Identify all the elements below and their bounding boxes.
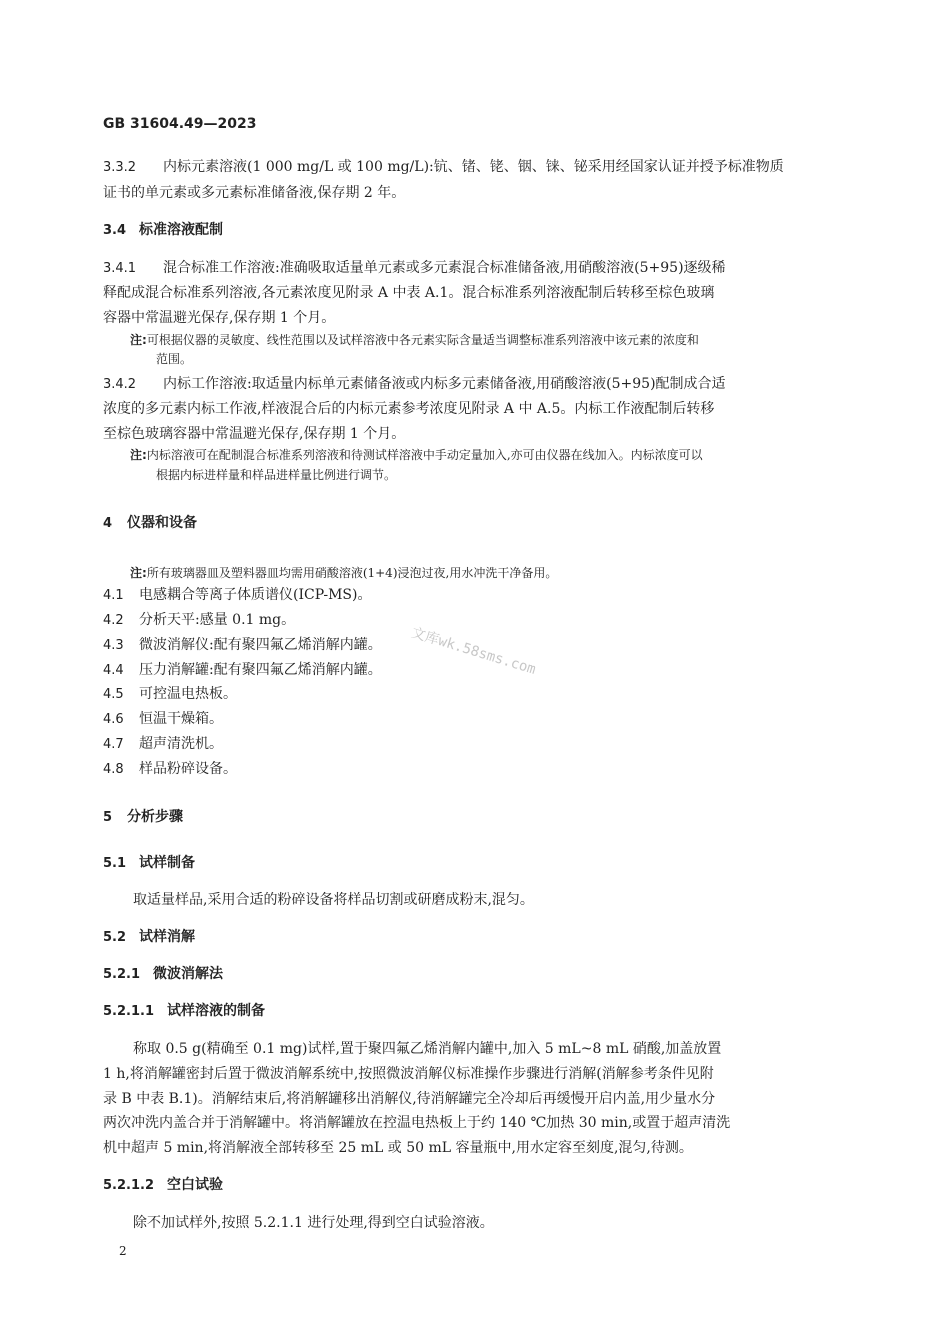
paragraph-5-2-1-1-line5: 机中超声 5 min,将消解液全部转移至 25 mL 或 50 mL 容量瓶中,用水定容至刻度,混匀,待测。 [103, 1140, 693, 1156]
section-5-2-1-2-heading [103, 1174, 223, 1197]
section-title: 试样制备 [139, 855, 195, 871]
section-number: 5.2.1.2 [103, 1178, 154, 1193]
list-item-4-4 [103, 659, 382, 682]
section-number: 5.2 [103, 930, 127, 945]
clause-number: 3.3.2 [103, 160, 137, 175]
section-title: 空白试验 [167, 1177, 223, 1193]
section-5-2-1-heading [103, 963, 223, 986]
item-text: 恒温干燥箱。 [139, 711, 223, 727]
item-text: 压力消解罐:配有聚四氟乙烯消解内罐。 [139, 662, 382, 678]
note-3-4-2-line2: 根据内标进样量和样品进样量比例进行调节。 [156, 468, 397, 482]
item-text: 电感耦合等离子体质谱仪(ICP-MS)。 [139, 587, 372, 603]
item-number: 4.3 [103, 638, 124, 653]
clause-3-4-2-line1 [103, 373, 726, 396]
page-number: 2 [119, 1244, 127, 1258]
clause-3-4-1-line2: 释配成混合标准系列溶液,各元素浓度见附录 A 中表 A.1。混合标准系列溶液配制后转移至棕色玻璃 [103, 285, 715, 301]
watermark: 文库wk.58sms.com [409, 624, 538, 678]
clause-3-3-2-line1 [103, 156, 784, 179]
item-number: 4.4 [103, 663, 124, 678]
section-4-heading [103, 512, 197, 535]
list-item-4-3 [103, 634, 382, 657]
section-5-1-heading [103, 852, 195, 875]
clause-text: 内标工作溶液:取适量内标单元素储备液或内标多元素储备液,用硝酸溶液(5+95)配制成合适 [163, 376, 726, 392]
clause-3-4-2-line3: 至棕色玻璃容器中常温避光保存,保存期 1 个月。 [103, 426, 406, 442]
note-label: 注: [130, 566, 147, 580]
item-text: 微波消解仪:配有聚四氟乙烯消解内罐。 [139, 637, 382, 653]
clause-3-4-1-line1 [103, 257, 726, 280]
note-text: 可根据仪器的灵敏度、线性范围以及试样溶液中各元素实际含量适当调整标准系列溶液中该元素的浓度和 [146, 333, 699, 347]
document-code: GB 31604.49—2023 [103, 116, 257, 132]
list-item-4-5 [103, 683, 237, 706]
clause-3-4-2-line2: 浓度的多元素内标工作液,样液混合后的内标元素参考浓度见附录 A 中 A.5。内标工作液配制后转移 [103, 401, 715, 417]
section-title: 试样消解 [139, 929, 195, 945]
note-text: 内标溶液可在配制混合标准系列溶液和待测试样溶液中手动定量加入,亦可由仪器在线加入。内标浓度可以 [146, 448, 703, 462]
section-title: 分析步骤 [127, 809, 183, 825]
clause-3-4-1-line3: 容器中常温避光保存,保存期 1 个月。 [103, 310, 336, 326]
note-label: 注: [130, 333, 147, 347]
paragraph-5-1: 取适量样品,采用合适的粉碎设备将样品切割或研磨成粉末,混匀。 [133, 892, 534, 908]
section-3-4-heading [103, 219, 223, 242]
item-number: 4.5 [103, 687, 124, 702]
note-text: 所有玻璃器皿及塑料器皿均需用硝酸溶液(1+4)浸泡过夜,用水冲洗干净备用。 [146, 566, 558, 580]
section-number: 4 [103, 516, 113, 531]
clause-number: 3.4.1 [103, 261, 137, 276]
item-text: 样品粉碎设备。 [139, 761, 237, 777]
section-number: 3.4 [103, 223, 127, 238]
item-text: 可控温电热板。 [139, 686, 237, 702]
note-label: 注: [130, 448, 147, 462]
clause-number: 3.4.2 [103, 377, 137, 392]
paragraph-5-2-1-2: 除不加试样外,按照 5.2.1.1 进行处理,得到空白试验溶液。 [133, 1215, 494, 1231]
list-item-4-7 [103, 733, 223, 756]
note-3-4-1-line1 [130, 330, 699, 350]
item-number: 4.2 [103, 613, 124, 628]
list-item-4-6 [103, 708, 223, 731]
section-number: 5.2.1.1 [103, 1004, 154, 1019]
paragraph-5-2-1-1-line4: 两次冲洗内盖合并于消解罐中。将消解罐放在控温电热板上于约 140 ℃加热 30 min,或置于超声清洗 [103, 1115, 731, 1131]
item-text: 超声清洗机。 [139, 736, 223, 752]
list-item-4-1 [103, 584, 371, 607]
clause-3-3-2-line2: 证书的单元素或多元素标准储备液,保存期 2 年。 [103, 185, 406, 201]
section-title: 试样溶液的制备 [167, 1003, 265, 1019]
clause-text: 混合标准工作溶液:准确吸取适量单元素或多元素混合标准储备液,用硝酸溶液(5+95)逐级稀 [163, 260, 726, 276]
section-number: 5.1 [103, 856, 127, 871]
item-number: 4.6 [103, 712, 124, 727]
item-text: 分析天平:感量 0.1 mg。 [139, 612, 296, 628]
section-number: 5 [103, 810, 113, 825]
item-number: 4.7 [103, 737, 124, 752]
clause-text: 内标元素溶液(1 000 mg/L 或 100 mg/L):钪、锗、铑、铟、铼、铋采用经国家认证并授予标准物质 [163, 159, 784, 175]
list-item-4-2 [103, 609, 295, 632]
paragraph-5-2-1-1-line3: 录 B 中表 B.1)。消解结束后,将消解罐移出消解仪,待消解罐完全冷却后再缓慢开启内盖,用少量水分 [103, 1091, 716, 1107]
section-title: 仪器和设备 [127, 515, 197, 531]
section-title: 微波消解法 [153, 966, 223, 982]
paragraph-5-2-1-1-line1: 称取 0.5 g(精确至 0.1 mg)试样,置于聚四氟乙烯消解内罐中,加入 5 mL~8 mL 硝酸,加盖放置 [133, 1041, 722, 1057]
section-5-2-heading [103, 926, 195, 949]
section-title: 标准溶液配制 [139, 222, 223, 238]
item-number: 4.8 [103, 762, 124, 777]
note-3-4-1-line2: 范围。 [156, 352, 193, 366]
paragraph-5-2-1-1-line2: 1 h,将消解罐密封后置于微波消解系统中,按照微波消解仪标准操作步骤进行消解(消解参考条件见附 [103, 1066, 714, 1082]
item-number: 4.1 [103, 588, 124, 603]
note-section-4 [130, 563, 557, 583]
note-3-4-2-line1 [130, 445, 703, 465]
list-item-4-8 [103, 758, 237, 781]
section-5-heading [103, 806, 183, 829]
section-number: 5.2.1 [103, 967, 141, 982]
section-5-2-1-1-heading [103, 1000, 265, 1023]
